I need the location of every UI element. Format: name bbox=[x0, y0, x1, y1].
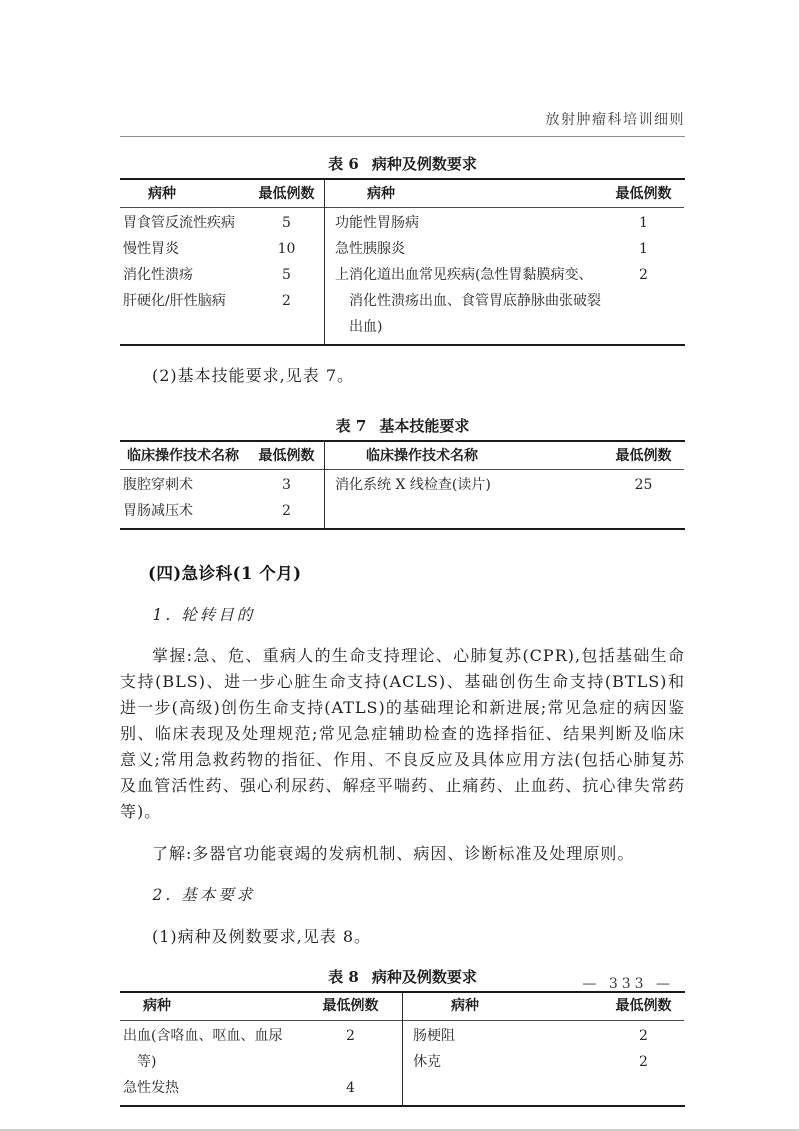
table-6-left-half bbox=[120, 180, 325, 344]
page-number: — 333 — bbox=[582, 976, 674, 992]
column-header-skill: 临床操作技术名称 bbox=[127, 447, 239, 464]
table-7-left-header-row bbox=[120, 442, 324, 470]
table-row bbox=[325, 472, 684, 498]
skill-cell: 腹腔穿刺术 bbox=[123, 477, 193, 493]
table-row bbox=[325, 262, 684, 340]
column-header-disease: 病种 bbox=[367, 185, 395, 202]
disease-cell: 消化性溃疡 bbox=[123, 267, 193, 283]
table-8-right-header-row bbox=[403, 993, 684, 1021]
disease-cell: 急性发热 bbox=[123, 1079, 179, 1096]
section-heading-emergency-dept: (四)急诊科(1 个月) bbox=[148, 564, 302, 583]
column-header-min-cases: 最低例数 bbox=[322, 998, 379, 1014]
skill-cell: 胃肠减压术 bbox=[123, 503, 193, 519]
table-6-title bbox=[120, 153, 685, 175]
item-basic-requirements: 2. 基本要求 bbox=[152, 886, 256, 904]
min-cases-cell: 4 bbox=[346, 1079, 355, 1096]
column-header-disease: 病种 bbox=[148, 185, 176, 202]
min-cases-cell: 2 bbox=[639, 1027, 648, 1044]
column-header-skill: 临床操作技术名称 bbox=[366, 447, 478, 464]
table-6-title-text: 病种及例数要求 bbox=[371, 155, 477, 173]
table-row bbox=[120, 262, 324, 288]
min-cases-cell: 3 bbox=[282, 477, 291, 493]
table-7-right-header-row bbox=[325, 442, 684, 470]
min-cases-cell: 2 bbox=[639, 1053, 648, 1070]
min-cases-cell: 2 bbox=[639, 267, 648, 283]
table-row bbox=[120, 472, 324, 498]
table-8-right-half bbox=[403, 993, 684, 1105]
column-header-min-cases: 最低例数 bbox=[615, 185, 672, 202]
column-header-disease: 病种 bbox=[451, 998, 479, 1014]
min-cases-cell: 2 bbox=[346, 1027, 355, 1044]
table-row bbox=[403, 1049, 684, 1075]
column-header-min-cases: 最低例数 bbox=[615, 447, 672, 464]
disease-cell: 出血(含咯血、呕血、血尿等) bbox=[123, 1027, 283, 1070]
disease-cell: 慢性胃炎 bbox=[123, 241, 179, 257]
table-8-left-header-row bbox=[120, 993, 402, 1021]
table-7-title-text: 基本技能要求 bbox=[379, 417, 470, 435]
table-7-right-half bbox=[325, 442, 684, 528]
table-row bbox=[120, 288, 324, 314]
column-header-min-cases: 最低例数 bbox=[258, 185, 315, 202]
table-row bbox=[120, 1075, 402, 1101]
min-cases-cell: 5 bbox=[282, 215, 291, 231]
disease-cell: 急性胰腺炎 bbox=[335, 241, 405, 257]
table-6 bbox=[120, 178, 685, 346]
header-rule bbox=[120, 136, 685, 137]
table-7-title bbox=[120, 415, 685, 437]
min-cases-cell: 1 bbox=[639, 215, 648, 231]
min-cases-cell: 2 bbox=[282, 503, 291, 519]
column-header-disease: 病种 bbox=[143, 998, 171, 1014]
table-6-right-header-row bbox=[325, 180, 684, 208]
table-8-label: 表 8 bbox=[328, 967, 359, 986]
running-header: 放射肿瘤科培训细则 bbox=[545, 112, 685, 128]
table-8-title-text: 病种及例数要求 bbox=[371, 967, 477, 986]
table-8 bbox=[120, 991, 685, 1107]
item-rotation-purpose: 1. 轮转目的 bbox=[152, 605, 256, 624]
page-content bbox=[120, 0, 685, 1107]
column-header-min-cases: 最低例数 bbox=[258, 447, 315, 464]
disease-cell: 肠梗阻 bbox=[413, 1027, 455, 1044]
table-6-right-half bbox=[325, 180, 684, 344]
column-header-min-cases: 最低例数 bbox=[615, 998, 672, 1014]
disease-requirement-note: (1)病种及例数要求,见表 8。 bbox=[152, 926, 372, 946]
paragraph-master-requirements: 掌握:急、危、重病人的生命支持理论、心肺复苏(CPR),包括基础生命支持(BLS)、进一步心脏生命支持(ACLS)、基础创伤生命支持(BTLS)和进一步(高级)创伤生命支持(ATLS)的基础理论和新进展;常见急症的病因鉴别、临床表现及处理规范;常见急症辅助检查的选择指征、结果判断及临床意义;常用急救药物的指征、作用、不良反应及具体应用方法(包括心肺复苏及血管活性药、强心利尿药、解痉平喘药、止痛药、止血药、抗心律失常药等)。 bbox=[120, 646, 685, 821]
disease-cell: 上消化道出血常见疾病(急性胃黏膜病变、消化性溃疡出血、食管胃底静脉曲张破裂出血) bbox=[335, 267, 601, 335]
paragraph-understand-requirements: 了解:多器官功能衰竭的发病机制、病因、诊断标准及处理原则。 bbox=[152, 844, 635, 863]
min-cases-cell: 10 bbox=[277, 241, 296, 257]
table-row bbox=[120, 210, 324, 236]
table-6-left-header-row bbox=[120, 180, 324, 208]
min-cases-cell: 2 bbox=[282, 293, 291, 309]
skill-cell: 消化系统 X 线检查(读片) bbox=[335, 477, 491, 493]
table-row bbox=[120, 498, 324, 524]
disease-cell: 肝硬化/肝性脑病 bbox=[123, 293, 226, 309]
table-7-left-half bbox=[120, 442, 325, 528]
table-row bbox=[325, 236, 684, 262]
table-row bbox=[325, 210, 684, 236]
table-6-label: 表 6 bbox=[328, 155, 359, 173]
table-7 bbox=[120, 440, 685, 530]
disease-cell: 功能性胃肠病 bbox=[335, 215, 419, 231]
table-row bbox=[403, 1023, 684, 1049]
disease-cell: 休克 bbox=[413, 1053, 441, 1070]
min-cases-cell: 1 bbox=[639, 241, 648, 257]
table-row bbox=[120, 236, 324, 262]
table-7-label: 表 7 bbox=[335, 417, 367, 435]
table-row bbox=[120, 1023, 402, 1075]
disease-cell: 胃食管反流性疾病 bbox=[123, 215, 235, 231]
skills-requirement-note: (2)基本技能要求,见表 7。 bbox=[152, 366, 355, 385]
min-cases-cell: 5 bbox=[282, 267, 291, 283]
table-8-left-half bbox=[120, 993, 403, 1105]
min-cases-cell: 25 bbox=[634, 477, 653, 493]
